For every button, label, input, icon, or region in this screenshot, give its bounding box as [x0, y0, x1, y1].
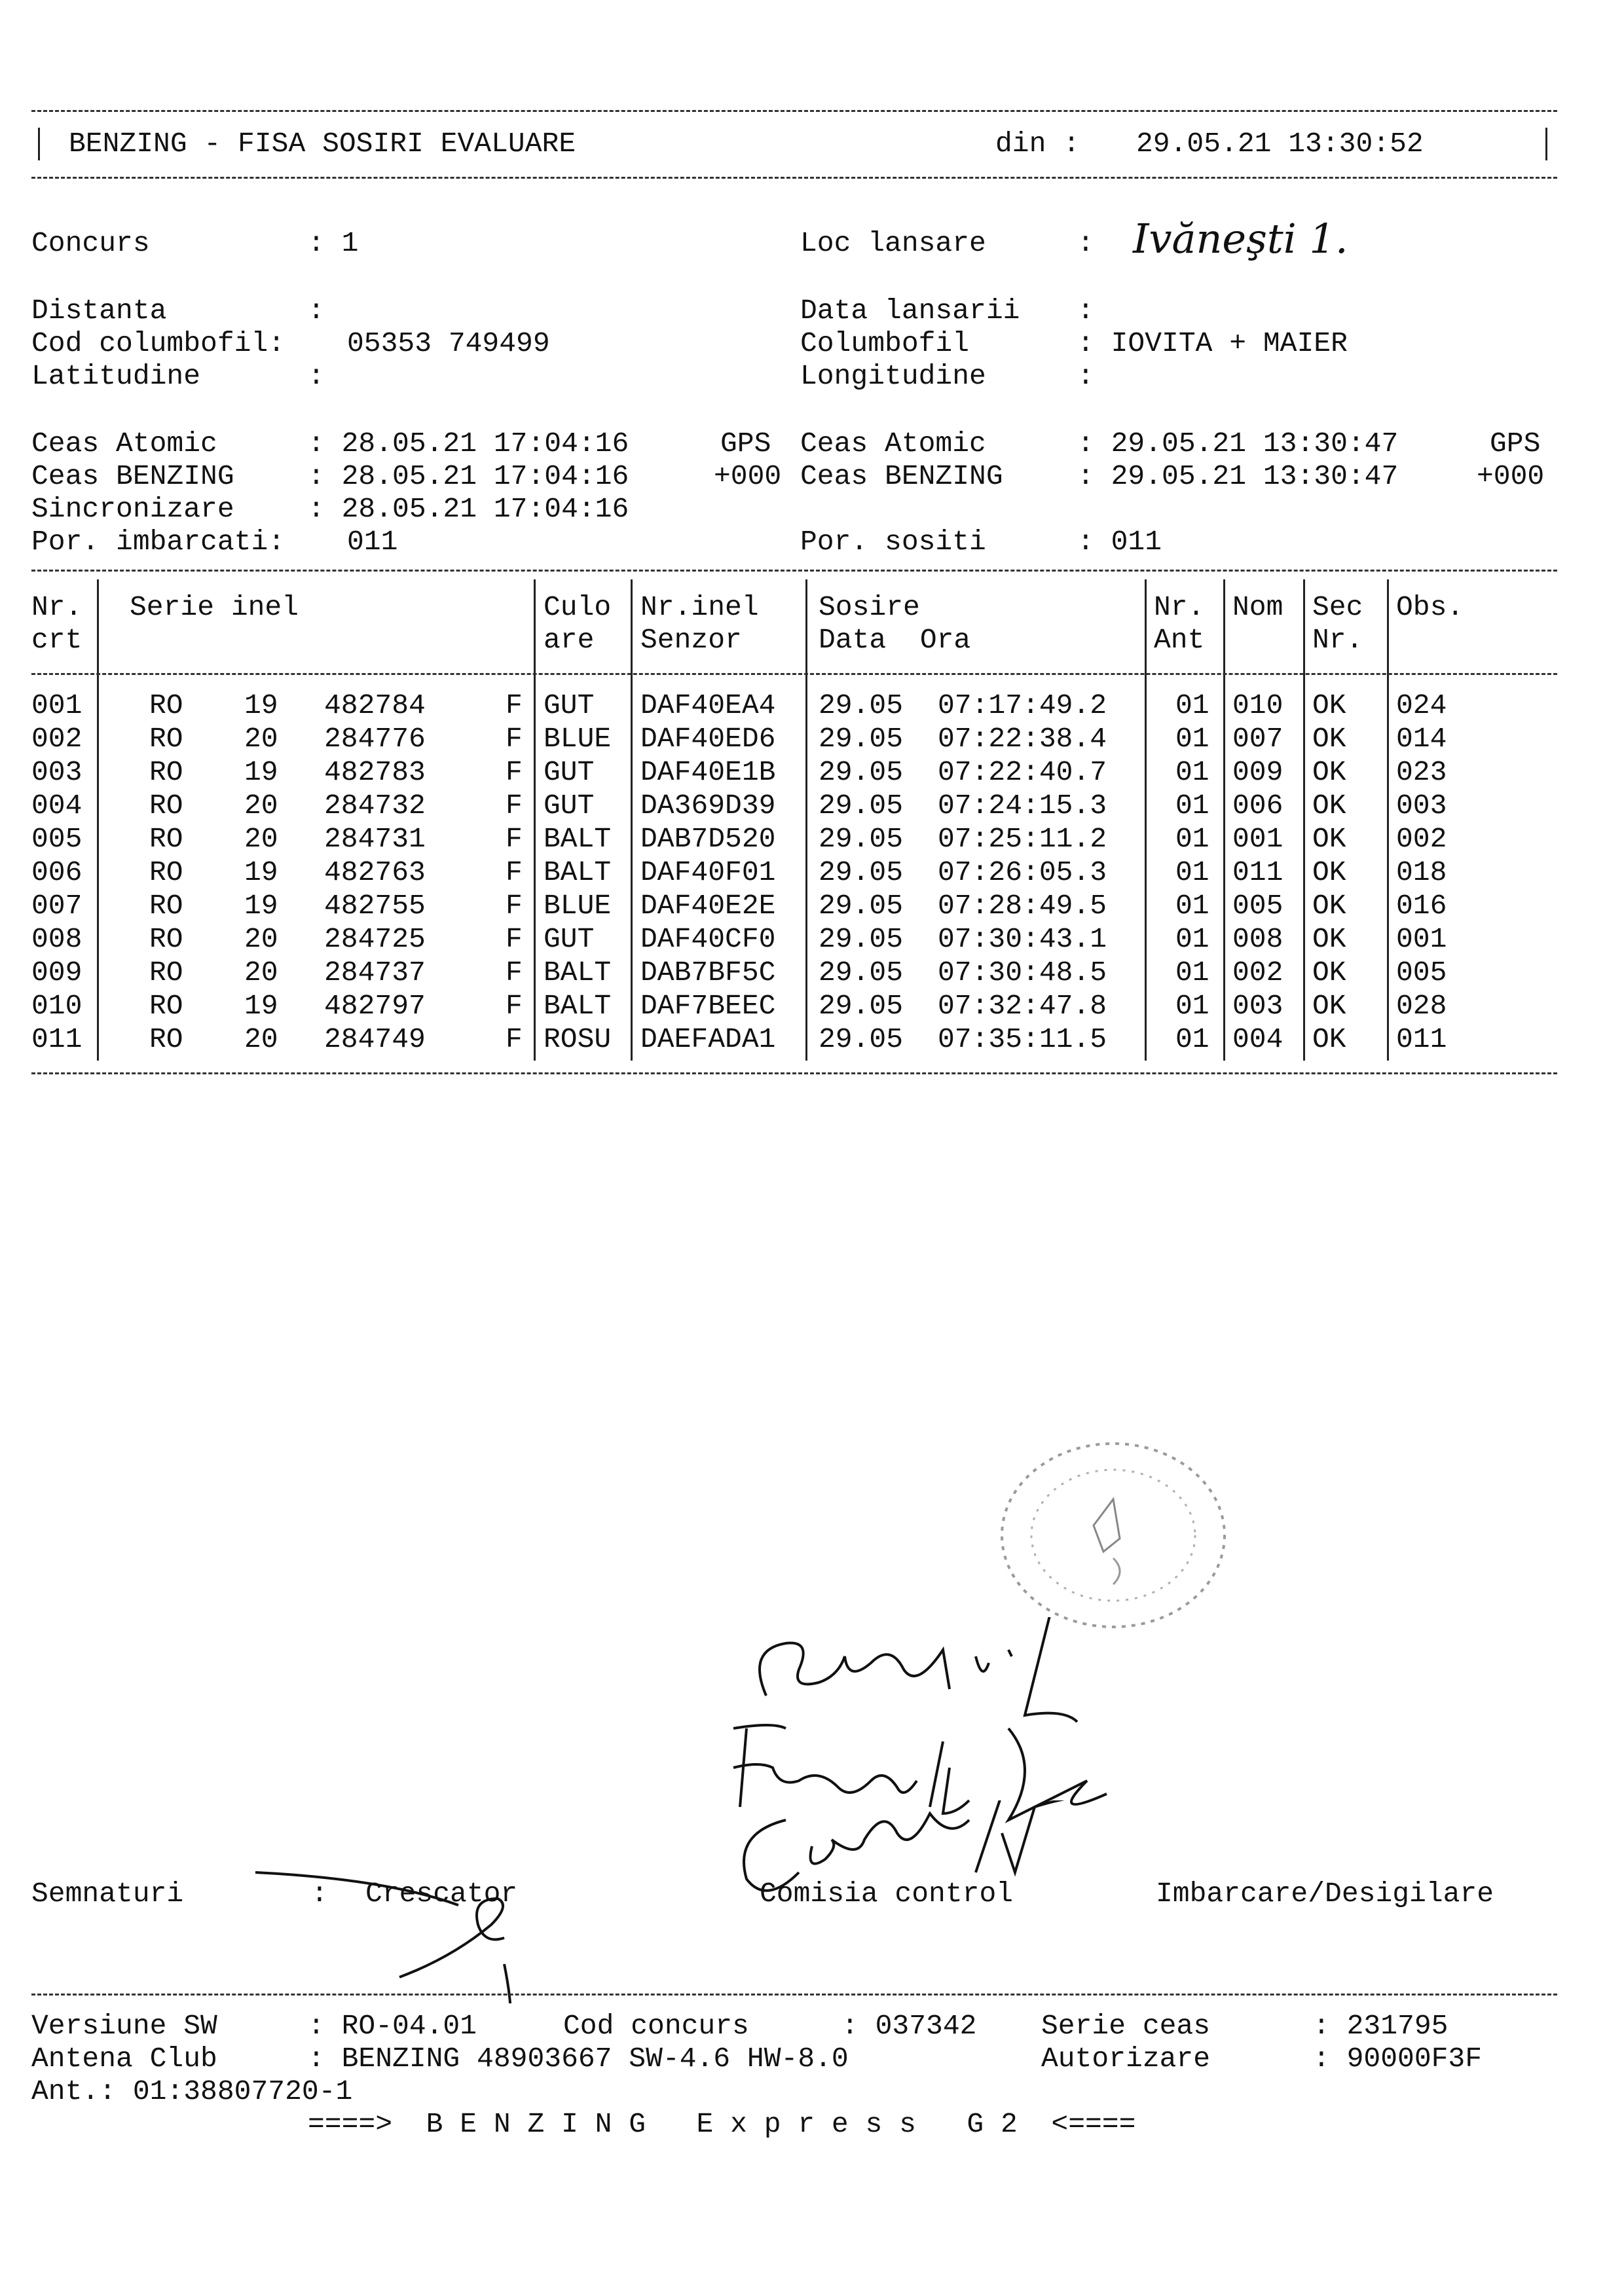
row-sex: F	[506, 856, 523, 888]
loc-lansare-handwritten: Ivăneşti 1.	[1133, 215, 1348, 263]
row-sec: OK	[1312, 723, 1346, 755]
th-sec-2: Nr.	[1312, 624, 1363, 656]
th-culoare-2: are	[544, 624, 595, 656]
row-obs: 001	[1396, 923, 1447, 955]
row-color: BALT	[544, 957, 612, 989]
header-bottom-rule	[31, 177, 1557, 179]
row-color: BALT	[544, 856, 612, 888]
cod-concurs-value: : 037342	[841, 2010, 977, 2042]
row-country: RO	[149, 723, 183, 755]
row-year: 19	[244, 890, 278, 922]
row-time: 07:32:47.8	[938, 990, 1107, 1022]
columbofil-value: : IOVITA + MAIER	[1077, 327, 1348, 359]
row-year: 19	[244, 756, 278, 788]
autorizare-value: : 90000F3F	[1313, 2043, 1483, 2075]
row-sensor: DAF40CF0	[640, 923, 776, 955]
row-country: RO	[149, 890, 183, 922]
row-ant: 01	[1175, 756, 1209, 788]
distanta-label: Distanta	[31, 295, 167, 327]
row-ring: 482784	[324, 689, 426, 721]
row-nr: 008	[31, 923, 83, 955]
col-sep-1	[97, 579, 99, 1061]
row-sec: OK	[1312, 957, 1346, 989]
row-year: 20	[244, 723, 278, 755]
cod-columbofil-value: 05353 749499	[347, 327, 550, 359]
por-imbarcati-value: 011	[347, 526, 398, 558]
row-sex: F	[506, 890, 523, 922]
row-sex: F	[506, 723, 523, 755]
row-ant: 01	[1175, 1023, 1209, 1055]
row-country: RO	[149, 957, 183, 989]
columbofil-label: Columbofil	[800, 327, 970, 359]
row-nr: 009	[31, 957, 83, 989]
row-time: 07:17:49.2	[938, 689, 1107, 721]
antena-club-label: Antena Club	[31, 2043, 217, 2075]
header-right-bar	[1545, 128, 1547, 160]
row-nr: 006	[31, 856, 83, 888]
ant-line: Ant.: 01:38807720-1	[31, 2075, 353, 2107]
row-time: 07:28:49.5	[938, 890, 1107, 922]
ceas-atomic-left-value: : 28.05.21 17:04:16	[308, 428, 629, 460]
row-country: RO	[149, 923, 183, 955]
data-lansarii-label: Data lansarii	[800, 295, 1020, 327]
row-country: RO	[149, 790, 183, 822]
row-obs: 018	[1396, 856, 1447, 888]
row-obs: 028	[1396, 990, 1447, 1022]
distanta-value: :	[308, 295, 325, 327]
din-value: 29.05.21 13:30:52	[1136, 128, 1424, 160]
row-nom: 003	[1232, 990, 1283, 1022]
row-ant: 01	[1175, 923, 1209, 955]
row-nr: 011	[31, 1023, 83, 1055]
row-nom: 007	[1232, 723, 1283, 755]
row-year: 20	[244, 790, 278, 822]
ceas-atomic-right-value: : 29.05.21 13:30:47	[1077, 428, 1399, 460]
row-date: 29.05	[819, 957, 904, 989]
row-ant: 01	[1175, 890, 1209, 922]
row-date: 29.05	[819, 723, 904, 755]
ceas-benzing-right-suffix: +000	[1477, 460, 1545, 492]
row-color: ROSU	[544, 1023, 612, 1055]
row-country: RO	[149, 1023, 183, 1055]
row-color: BLUE	[544, 890, 612, 922]
th-nr-1: Nr.	[31, 591, 83, 623]
row-color: GUT	[544, 689, 595, 721]
comisia-control-label: Comisia control	[760, 1878, 1014, 1910]
row-ring: 284731	[324, 823, 426, 855]
th-ant-1: Nr.	[1154, 591, 1205, 623]
ceas-atomic-right-suffix: GPS	[1490, 428, 1541, 460]
por-sositi-label: Por. sositi	[800, 526, 986, 558]
row-year: 20	[244, 923, 278, 955]
por-imbarcati-label: Por. imbarcati:	[31, 526, 286, 558]
row-ant: 01	[1175, 957, 1209, 989]
row-year: 19	[244, 856, 278, 888]
row-year: 19	[244, 689, 278, 721]
row-date: 29.05	[819, 790, 904, 822]
th-senzor-2: Senzor	[640, 624, 742, 656]
row-nom: 004	[1232, 1023, 1283, 1055]
latitudine-label: Latitudine	[31, 360, 201, 392]
row-year: 20	[244, 1023, 278, 1055]
row-sensor: DA369D39	[640, 790, 776, 822]
row-sec: OK	[1312, 856, 1346, 888]
row-time: 07:26:05.3	[938, 856, 1107, 888]
row-color: BLUE	[544, 723, 612, 755]
serie-ceas-value: : 231795	[1313, 2010, 1449, 2042]
row-obs: 023	[1396, 756, 1447, 788]
versiune-sw-value: : RO-04.01	[308, 2010, 477, 2042]
th-sosire-2: Data Ora	[819, 624, 971, 656]
table-bottom-rule	[31, 1072, 1557, 1074]
row-sex: F	[506, 689, 523, 721]
row-ant: 01	[1175, 723, 1209, 755]
row-ant: 01	[1175, 790, 1209, 822]
row-nom: 001	[1232, 823, 1283, 855]
col-sep-7	[1303, 579, 1305, 1061]
row-color: GUT	[544, 923, 595, 955]
col-sep-6	[1223, 579, 1225, 1061]
row-sensor: DAF40ED6	[640, 723, 776, 755]
header-left-bar	[38, 128, 40, 160]
col-sep-5	[1145, 579, 1147, 1061]
din-label: din :	[995, 128, 1080, 160]
row-date: 29.05	[819, 1023, 904, 1055]
row-ant: 01	[1175, 689, 1209, 721]
row-nom: 011	[1232, 856, 1283, 888]
concurs-value: : 1	[308, 227, 359, 259]
row-time: 07:35:11.5	[938, 1023, 1107, 1055]
concurs-label: Concurs	[31, 227, 150, 259]
row-sex: F	[506, 823, 523, 855]
row-nr: 005	[31, 823, 83, 855]
row-sensor: DAB7D520	[640, 823, 776, 855]
row-date: 29.05	[819, 689, 904, 721]
row-nr: 007	[31, 890, 83, 922]
row-date: 29.05	[819, 890, 904, 922]
row-nom: 006	[1232, 790, 1283, 822]
row-sec: OK	[1312, 1023, 1346, 1055]
row-time: 07:30:43.1	[938, 923, 1107, 955]
row-nom: 010	[1232, 689, 1283, 721]
ceas-benzing-left-label: Ceas BENZING	[31, 460, 234, 492]
row-nr: 010	[31, 990, 83, 1022]
row-color: GUT	[544, 756, 595, 788]
row-obs: 005	[1396, 957, 1447, 989]
row-obs: 003	[1396, 790, 1447, 822]
document-title: BENZING - FISA SOSIRI EVALUARE	[69, 128, 576, 160]
th-sec-1: Sec	[1312, 591, 1363, 623]
ceas-benzing-left-suffix: +000	[714, 460, 782, 492]
row-sec: OK	[1312, 756, 1346, 788]
th-obs: Obs.	[1396, 591, 1464, 623]
row-sec: OK	[1312, 923, 1346, 955]
row-nr: 002	[31, 723, 83, 755]
col-sep-2	[534, 579, 536, 1061]
row-ring: 284749	[324, 1023, 426, 1055]
ceas-atomic-left-label: Ceas Atomic	[31, 428, 217, 460]
row-sex: F	[506, 990, 523, 1022]
row-nom: 008	[1232, 923, 1283, 955]
th-ant-2: Ant	[1154, 624, 1205, 656]
data-lansarii-value: :	[1077, 295, 1094, 327]
row-ant: 01	[1175, 990, 1209, 1022]
row-country: RO	[149, 856, 183, 888]
row-sensor: DAF7BEEC	[640, 990, 776, 1022]
row-country: RO	[149, 990, 183, 1022]
crescator-label: Crescator	[365, 1878, 518, 1910]
row-obs: 024	[1396, 689, 1447, 721]
row-nr: 004	[31, 790, 83, 822]
row-time: 07:22:40.7	[938, 756, 1107, 788]
row-date: 29.05	[819, 823, 904, 855]
semnaturi-label: Semnaturi	[31, 1878, 184, 1910]
row-time: 07:22:38.4	[938, 723, 1107, 755]
th-culoare-1: Culo	[544, 591, 612, 623]
th-sosire-1: Sosire	[819, 591, 920, 623]
row-date: 29.05	[819, 923, 904, 955]
sincronizare-label: Sincronizare	[31, 493, 234, 525]
loc-lansare-value: :	[1077, 227, 1094, 259]
row-sex: F	[506, 756, 523, 788]
row-color: GUT	[544, 790, 595, 822]
stamp-seal	[982, 1427, 1244, 1643]
row-ring: 284737	[324, 957, 426, 989]
row-country: RO	[149, 823, 183, 855]
row-year: 20	[244, 823, 278, 855]
row-sensor: DAEFADA1	[640, 1023, 776, 1055]
row-nr: 001	[31, 689, 83, 721]
row-ring: 284732	[324, 790, 426, 822]
th-nr-2: crt	[31, 624, 83, 656]
por-sositi-value: : 011	[1077, 526, 1162, 558]
longitudine-label: Longitudine	[800, 360, 986, 392]
row-sex: F	[506, 1023, 523, 1055]
table-header-rule	[31, 673, 1557, 675]
imbarcare-desigilare-label: Imbarcare/Desigilare	[1156, 1878, 1494, 1910]
th-senzor-1: Nr.inel	[640, 591, 759, 623]
ceas-benzing-right-label: Ceas BENZING	[800, 460, 1003, 492]
th-serie-inel: Serie inel	[130, 591, 299, 623]
row-nom: 002	[1232, 957, 1283, 989]
semnaturi-colon: :	[311, 1878, 328, 1910]
row-nom: 005	[1232, 890, 1283, 922]
row-country: RO	[149, 756, 183, 788]
signature-name-3	[727, 1820, 731, 1853]
row-sec: OK	[1312, 890, 1346, 922]
row-obs: 002	[1396, 823, 1447, 855]
header-top-rule	[31, 110, 1557, 112]
row-country: RO	[149, 689, 183, 721]
row-color: BALT	[544, 823, 612, 855]
ceas-atomic-left-suffix: GPS	[720, 428, 771, 460]
col-sep-8	[1387, 579, 1389, 1061]
row-time: 07:30:48.5	[938, 957, 1107, 989]
sincronizare-value: : 28.05.21 17:04:16	[308, 493, 629, 525]
col-sep-4	[805, 579, 807, 1061]
cod-columbofil-label: Cod columbofil:	[31, 327, 286, 359]
signature-ciuglea	[720, 1800, 1310, 1931]
ceas-benzing-left-value: : 28.05.21 17:04:16	[308, 460, 629, 492]
row-sec: OK	[1312, 990, 1346, 1022]
row-ant: 01	[1175, 856, 1209, 888]
serie-ceas-label: Serie ceas	[1041, 2010, 1211, 2042]
row-ring: 482763	[324, 856, 426, 888]
cod-concurs-label: Cod concurs	[563, 2010, 749, 2042]
row-sensor: DAF40F01	[640, 856, 776, 888]
row-date: 29.05	[819, 856, 904, 888]
row-obs: 016	[1396, 890, 1447, 922]
row-obs: 011	[1396, 1023, 1447, 1055]
row-time: 07:24:15.3	[938, 790, 1107, 822]
row-date: 29.05	[819, 756, 904, 788]
signature-crescator	[242, 1853, 557, 2003]
row-ring: 284776	[324, 723, 426, 755]
row-ring: 482783	[324, 756, 426, 788]
row-ant: 01	[1175, 823, 1209, 855]
col-sep-3	[631, 579, 633, 1061]
row-sec: OK	[1312, 689, 1346, 721]
row-color: BALT	[544, 990, 612, 1022]
row-ring: 284725	[324, 923, 426, 955]
ceas-atomic-right-label: Ceas Atomic	[800, 428, 986, 460]
row-sensor: DAF40EA4	[640, 689, 776, 721]
row-nr: 003	[31, 756, 83, 788]
th-nom: Nom	[1232, 591, 1283, 623]
row-sensor: DAB7BF5C	[640, 957, 776, 989]
table-top-rule	[31, 570, 1557, 572]
longitudine-value: :	[1077, 360, 1094, 392]
signature-name-2	[720, 1735, 724, 1768]
row-nom: 009	[1232, 756, 1283, 788]
row-sec: OK	[1312, 823, 1346, 855]
loc-lansare-label: Loc lansare	[800, 227, 986, 259]
row-ring: 482755	[324, 890, 426, 922]
ceas-benzing-right-value: : 29.05.21 13:30:47	[1077, 460, 1399, 492]
antena-club-value: : BENZING 48903667 SW-4.6 HW-8.0	[308, 2043, 849, 2075]
footer-rule	[31, 1994, 1557, 1995]
autorizare-label: Autorizare	[1041, 2043, 1211, 2075]
row-obs: 014	[1396, 723, 1447, 755]
latitudine-value: :	[308, 360, 325, 392]
row-sensor: DAF40E2E	[640, 890, 776, 922]
row-sex: F	[506, 957, 523, 989]
row-year: 19	[244, 990, 278, 1022]
row-sex: F	[506, 923, 523, 955]
signature-name-1	[747, 1637, 750, 1669]
row-ring: 482797	[324, 990, 426, 1022]
benzing-banner: ====> B E N Z I N G E x p r e s s G 2 <====	[308, 2108, 1136, 2140]
row-sensor: DAF40E1B	[640, 756, 776, 788]
row-year: 20	[244, 957, 278, 989]
row-date: 29.05	[819, 990, 904, 1022]
versiune-sw-label: Versiune SW	[31, 2010, 217, 2042]
row-sec: OK	[1312, 790, 1346, 822]
row-time: 07:25:11.2	[938, 823, 1107, 855]
row-sex: F	[506, 790, 523, 822]
